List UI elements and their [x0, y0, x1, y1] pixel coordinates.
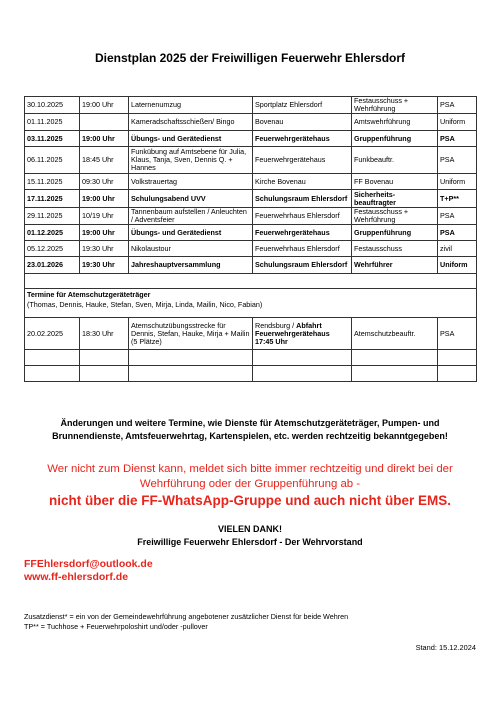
cell-event: Funkübung auf Amtsebene für Julia, Klaus, Tanja, Sven, Dennis Q. + Hannes [129, 147, 253, 174]
schedule-table [24, 96, 477, 382]
atem-title: Termine für Atemschutzgeräteträger [27, 290, 151, 299]
cell-dress: PSA [438, 208, 477, 225]
cell-time: 19:00 Uhr [80, 225, 129, 241]
table-row [25, 174, 477, 190]
table-row [25, 190, 477, 208]
signature-line: Freiwillige Feuerwehr Ehlersdorf - Der Wehrvorstand [137, 536, 363, 547]
cell-date: 17.11.2025 [25, 190, 80, 208]
cell-event: Jahreshauptversammlung [129, 257, 253, 274]
table-row [25, 131, 477, 147]
cell-dress: T+P** [438, 190, 477, 208]
cell-date: 23.01.2026 [25, 257, 80, 274]
cell-place: Sportplatz Ehlersdorf [253, 97, 352, 114]
cell-lead: FF Bovenau [352, 174, 438, 190]
warning-line: Wer nicht zum Dienst kann, meldet sich bitte immer rechtzeitig und direkt bei der Wehrführung oder der Gruppenführung ab - [47, 463, 453, 490]
cell-date: 01.11.2025 [25, 114, 80, 131]
cell-date: 05.12.2025 [25, 241, 80, 257]
table-row [25, 257, 477, 274]
website-link[interactable]: www.ff-ehlersdorf.de [24, 571, 129, 583]
cell-dress: Uniform [438, 174, 477, 190]
cell-dress: Uniform [438, 257, 477, 274]
contact-block [24, 558, 153, 584]
cell-lead: Gruppenführung [352, 225, 438, 241]
cell-time: 19:00 Uhr [80, 190, 129, 208]
cell-date: 30.10.2025 [25, 97, 80, 114]
cell-place: Feuerwehrgerätehaus [253, 131, 352, 147]
cell-time: 10/19 Uhr [80, 208, 129, 225]
schedule-body [25, 97, 477, 274]
cell-lead: Funkbeauftr. [352, 147, 438, 174]
table-row [25, 114, 477, 131]
changes-notice: Änderungen und weitere Termine, wie Dienste für Atemschutzgeräteträger, Pumpen- und Brunnendienste, Amtsfeuerwehrtag, Kartenspielen, etc. werden rechtzeitig bekanntgegeben! [52, 418, 448, 441]
cell-lead: Amtswehrführung [352, 114, 438, 131]
absence-warning [20, 462, 480, 508]
email-link[interactable]: FFEhlersdorf@outlook.de [24, 558, 153, 570]
cell-event: Schulungsabend UVV [129, 190, 253, 208]
cell-place: Kirche Bovenau [253, 174, 352, 190]
cell-time [80, 114, 129, 131]
empty-row [25, 366, 477, 382]
atem-header-row [25, 289, 477, 318]
cell-event: Tannenbaum aufstellen / Anleuchten / Adventsfeier [129, 208, 253, 225]
cell-date: 03.11.2025 [25, 131, 80, 147]
cell-lead: Gruppenführung [352, 131, 438, 147]
cell-date: 15.11.2025 [25, 174, 80, 190]
cell-dress: PSA [438, 318, 477, 350]
table-row [25, 225, 477, 241]
atem-names: (Thomas, Dennis, Hauke, Stefan, Sven, Mirja, Linda, Mailin, Nico, Fabian) [27, 300, 263, 309]
cell-place: Feuerwehrgerätehaus [253, 225, 352, 241]
cell-lead: Wehrführer [352, 257, 438, 274]
thanks-block [0, 523, 500, 548]
cell-date: 29.11.2025 [25, 208, 80, 225]
place-prefix: Rendsburg / [255, 320, 297, 330]
cell-event: Volkstrauertag [129, 174, 253, 190]
cell-dress: PSA [438, 131, 477, 147]
cell-event: Übungs- und Gerätedienst [129, 131, 253, 147]
cell-time: 09:30 Uhr [80, 174, 129, 190]
stand-date: Stand: 15.12.2024 [415, 643, 476, 652]
cell-time: 19:00 Uhr [80, 97, 129, 114]
cell-lead: Atemschutzbeauftr. [352, 318, 438, 350]
cell-event: Nikolaustour [129, 241, 253, 257]
thanks-line: VIELEN DANK! [217, 524, 282, 534]
cell-dress: PSA [438, 147, 477, 174]
cell-place: Feuerwehrhaus Ehlersdorf [253, 241, 352, 257]
cell-date: 06.11.2025 [25, 147, 80, 174]
cell-place: Schulungsraum Ehlersdorf [253, 190, 352, 208]
cell-time: 18:30 Uhr [80, 318, 129, 350]
cell-dress: PSA [438, 225, 477, 241]
cell-event: Kameradschaftsschießen/ Bingo [129, 114, 253, 131]
cell-dress: Uniform [438, 114, 477, 131]
cell-time: 19:30 Uhr [80, 257, 129, 274]
cell-lead: Festausschuss + Wehrführung [352, 208, 438, 225]
table-row [25, 208, 477, 225]
cell-dress: zivil [438, 241, 477, 257]
table-row [25, 147, 477, 174]
cell-place: Feuerwehrhaus Ehlersdorf [253, 208, 352, 225]
footnote-tp: TP** = Tuchhose + Feuerwehrpoloshirt und/oder -pullover [24, 622, 208, 631]
cell-date: 01.12.2025 [25, 225, 80, 241]
cell-event: Laternenumzug [129, 97, 253, 114]
cell-time: 19:30 Uhr [80, 241, 129, 257]
cell-place: Feuerwehrgerätehaus [253, 147, 352, 174]
footnote-zusatzdienst: Zusatzdienst* = ein von der Gemeindewehrführung angebotener zusätzlicher Dienst für beide Wehren [24, 612, 349, 621]
atem-row [25, 318, 477, 350]
warning-strong: nicht über die FF-WhatsApp-Gruppe und auch nicht über EMS. [49, 493, 451, 508]
atem-section [25, 274, 477, 382]
cell-place: Bovenau [253, 114, 352, 131]
cell-time: 19:00 Uhr [80, 131, 129, 147]
cell-lead: Festausschuss [352, 241, 438, 257]
cell-event: Atemschutzübungsstrecke für Dennis, Stefan, Hauke, Mirja + Mailin (5 Plätze) [129, 318, 253, 350]
empty-row [25, 350, 477, 366]
empty-row [25, 274, 477, 289]
place-departure: Abfahrt Feuerwehrgerätehaus 17:45 Uhr [255, 320, 330, 346]
cell-time: 18:45 Uhr [80, 147, 129, 174]
cell-place [253, 318, 352, 350]
page-title: Dienstplan 2025 der Freiwilligen Feuerwehr Ehlersdorf [94, 51, 406, 65]
table-row [25, 97, 477, 114]
footnotes [24, 612, 476, 632]
cell-lead: Sicherheits- beauftragter [352, 190, 438, 208]
table-row [25, 241, 477, 257]
cell-date: 20.02.2025 [25, 318, 80, 350]
cell-event: Übungs- und Gerätedienst [129, 225, 253, 241]
cell-dress: PSA [438, 97, 477, 114]
cell-place: Schulungsraum Ehlersdorf [253, 257, 352, 274]
cell-lead: Festausschuss + Wehrführung [352, 97, 438, 114]
